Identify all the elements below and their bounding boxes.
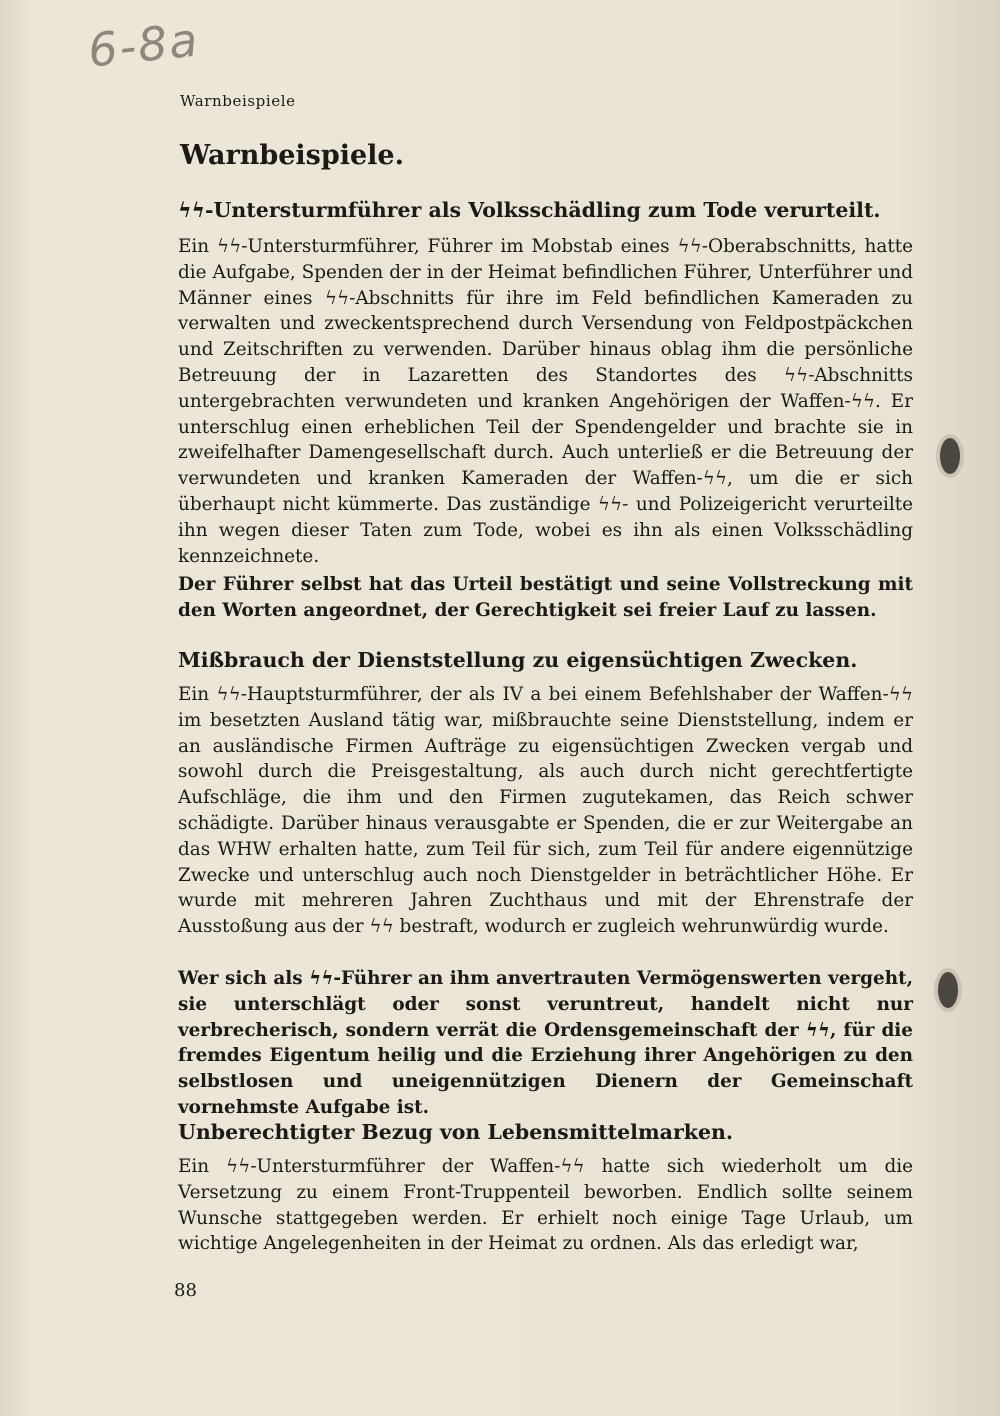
punch-hole-top — [936, 434, 964, 478]
running-head: Warnbeispiele — [180, 92, 296, 110]
handwritten-note: 6-8a — [85, 12, 202, 78]
section-paragraph-2: Ein ϟϟ-Hauptsturmführer, der als IV a bei einem Befehlshaber der Waffen-ϟϟ im besetzten Ausland tätig war, mißbrauchte seine Dienststellung, indem er an ausländische Firmen Aufträge zu eigensüchtigen Zwecken vergab und sowohl durch die Preisgestaltung, als auch durch nicht gerechtfertigte Aufschläge, die ihm und den Firmen zugutekamen, das Reich schwer schädigte. Darüber hinaus verausgabte er Spenden, die er zur Weitergabe an das WHW erhalten hatte, zum Teil für sich, zum Teil für andere eigennützige Zwecke und unterschlug auch noch Dienstgelder in beträchtlicher Höhe. Er wurde mit mehreren Jahren Zuchthaus und mit der Ehrenstrafe der Ausstoßung aus der ϟϟ bestraft, wodurch er zugleich wehrunwürdig wurde. — [178, 684, 913, 938]
page-title: Warnbeispiele. — [180, 140, 404, 171]
punch-hole-bottom — [934, 968, 962, 1012]
section-bold-paragraph-1: Der Führer selbst hat das Urteil bestätigt und seine Vollstreckung mit den Worten angeordnet, der Gerechtigkeit sei freier Lauf zu lassen. — [178, 574, 913, 621]
section-paragraph-1: Ein ϟϟ-Untersturmführer, Führer im Mobstab eines ϟϟ-Oberabschnitts, hatte die Aufgabe, Spenden der in der Heimat befindlichen Führer, Unterführer und Männer eines ϟϟ-Abschnitts für ihre im Feld befindlichen Kameraden zu verwalten und zweckentsprechend durch Versendung von Feldpostpäckchen und Zeitschriften zu verwenden. Darüber hinaus oblag ihm die persönliche Betreuung der in Lazaretten des Standortes des ϟϟ-Abschnitts untergebrachten verwundeten und kranken Angehörigen der Waffen-ϟϟ. Er unterschlug einen erheblichen Teil der Spendengelder und brachte sie in zweifelhafter Damengesellschaft durch. Auch unterließ er die Betreuung der verwundeten und kranken Kameraden der Waffen-ϟϟ, um die er sich überhaupt nicht kümmerte. Das zuständige ϟϟ- und Polizeigericht verurteilte ihn wegen dieser Taten zum Tode, wobei es ihn als einen Volksschädling kennzeichnete. — [178, 236, 913, 567]
section-bold-paragraph-2: Wer sich als ϟϟ-Führer an ihm anvertrauten Vermögenswerten vergeht, sie unterschlägt oder sonst veruntreut, handelt nicht nur verbrecherisch, sondern verrät die Ordensgemeinschaft der ϟϟ, für die fremdes Eigentum heilig und die Erziehung ihrer Angehörigen zu den selbstlosen und uneigennützigen Dienern der Gemeinschaft vornehmste Aufgabe ist. — [178, 968, 913, 1118]
section-heading-2: Mißbrauch der Dienststellung zu eigensüchtigen Zwecken. — [178, 648, 858, 672]
section-heading-3: Unberechtigter Bezug von Lebensmittelmarken. — [178, 1120, 734, 1144]
page-number: 88 — [174, 1280, 197, 1301]
section-paragraph-3: Ein ϟϟ-Untersturmführer der Waffen-ϟϟ hatte sich wiederholt um die Versetzung zu einem Front-Truppenteil beworben. Endlich sollte seinem Wunsche stattgegeben werden. Er erhielt noch einige Tage Urlaub, um wichtige Angelegenheiten in der Heimat zu ordnen. Als das erledigt war, — [178, 1156, 913, 1255]
section-heading-1: ϟϟ-Untersturmführer als Volksschädling zum Tode verurteilt. — [178, 198, 881, 222]
